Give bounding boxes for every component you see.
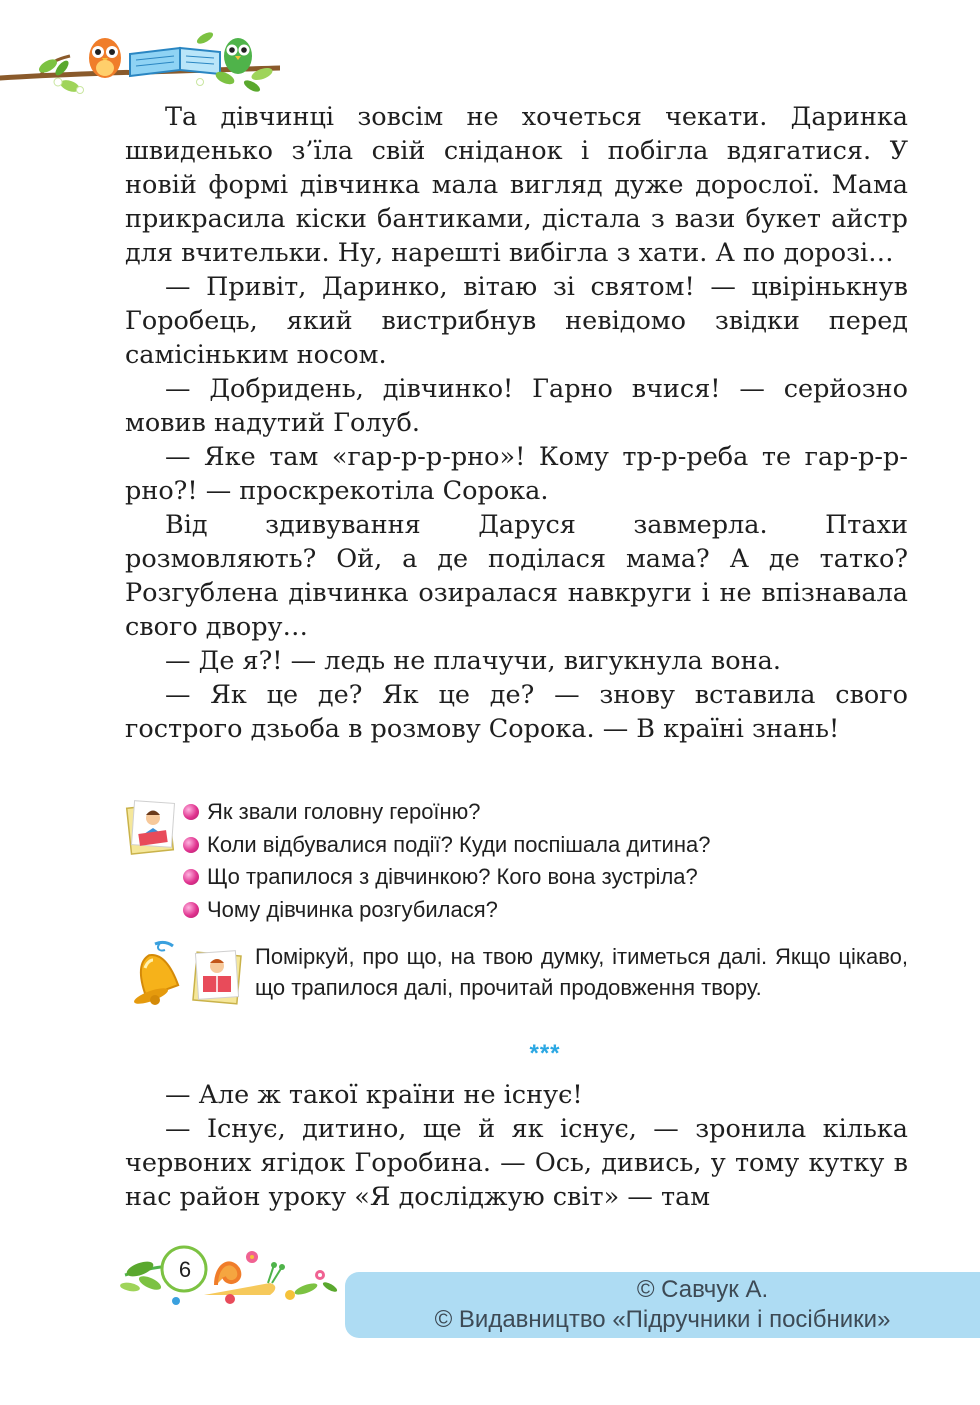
story-paragraph: — Існує, дитино, ще й як існує, — зронила кілька червоних ягідок Горобина. — Ось, дивись, у тому кутку в нас район уроку «Я досліджую світ» — там: [125, 1114, 908, 1212]
question-text: Як звали головну героїню?: [207, 799, 481, 824]
story-paragraph: — Але ж такої країни не існує!: [165, 1080, 583, 1110]
questions-list: [183, 796, 710, 926]
school-bell-icon: [125, 938, 187, 1008]
question-text: Чому дівчинка розгубилася?: [207, 896, 498, 922]
story-paragraph: Від здивування Даруся завмерла. Птахи розмовляють? Ой, а де поділася мама? А де татко? Розгублена дівчинка озиралася навкруги і не впізнавала свого двору…: [125, 510, 908, 642]
copyright-banner: [345, 1272, 980, 1338]
story-paragraph: — Як це де? Як це де? — знову вставила свого гострого дзьоба в розмову Сорока. — В країні знань!: [125, 680, 908, 744]
story-paragraph: Та дівчинці зовсім не хочеться чекати. Даринка швиденько з’їла свій сніданок і побігла вдягатися. У новій формі дівчинка мала вигляд дуже дорослої. Мама прикрасила кіски бантиками, дістала з вази букет айстр для вчительки. Ну, нарешті вибігла з хати. А по дорозі…: [125, 102, 908, 268]
bullet-icon: [183, 902, 199, 918]
questions-block: [125, 796, 925, 926]
bullet-icon: [183, 804, 199, 820]
story-paragraph: — Яке там «гар-р-р-рно»! Кому тр-р-реба те гар-р-р-рно?! — проскрекотіла Сорока.: [125, 442, 908, 506]
copyright-publisher: © Видавництво «Підручники і посібники»: [434, 1306, 891, 1333]
think-block: [125, 938, 910, 1038]
copyright-author: © Савчук А.: [636, 1276, 769, 1303]
list-item: [183, 829, 710, 862]
story-paragraph: — Добридень, дівчинко! Гарно вчися! — серйозно мовив надутий Голуб.: [125, 374, 908, 438]
think-text: Поміркуй, про що, на твою думку, ітиметься далі. Якщо цікаво, що трапилося далі, прочитай продовження твору.: [255, 944, 908, 1000]
bullet-icon: [183, 869, 199, 885]
story-continuation: [125, 1078, 908, 1214]
list-item: [183, 861, 710, 894]
story-paragraph: — Привіт, Даринко, вітаю зі святом! — цвірінькнув Горобець, який вистрибнув невідомо звідки перед самісіньким носом.: [125, 272, 908, 370]
page-number: 6: [178, 1257, 192, 1282]
story-paragraph: — Де я?! — ледь не плачучи, вигукнула вона.: [165, 646, 781, 676]
bullet-icon: [183, 837, 199, 853]
list-item: [183, 796, 710, 829]
child-book-icon: [191, 946, 243, 1006]
child-reading-icon: [125, 796, 177, 856]
story-text: [125, 100, 908, 746]
list-item: [183, 894, 710, 927]
question-text: Коли відбувалися події? Куди поспішала дитина?: [207, 831, 711, 857]
question-text: Що трапилося з дівчинкою? Кого вона зустріла?: [207, 864, 698, 889]
section-separator: ***: [529, 1040, 561, 1067]
snail-flowers-icon: [120, 1235, 340, 1310]
branch-owls-book-icon: [0, 30, 280, 110]
